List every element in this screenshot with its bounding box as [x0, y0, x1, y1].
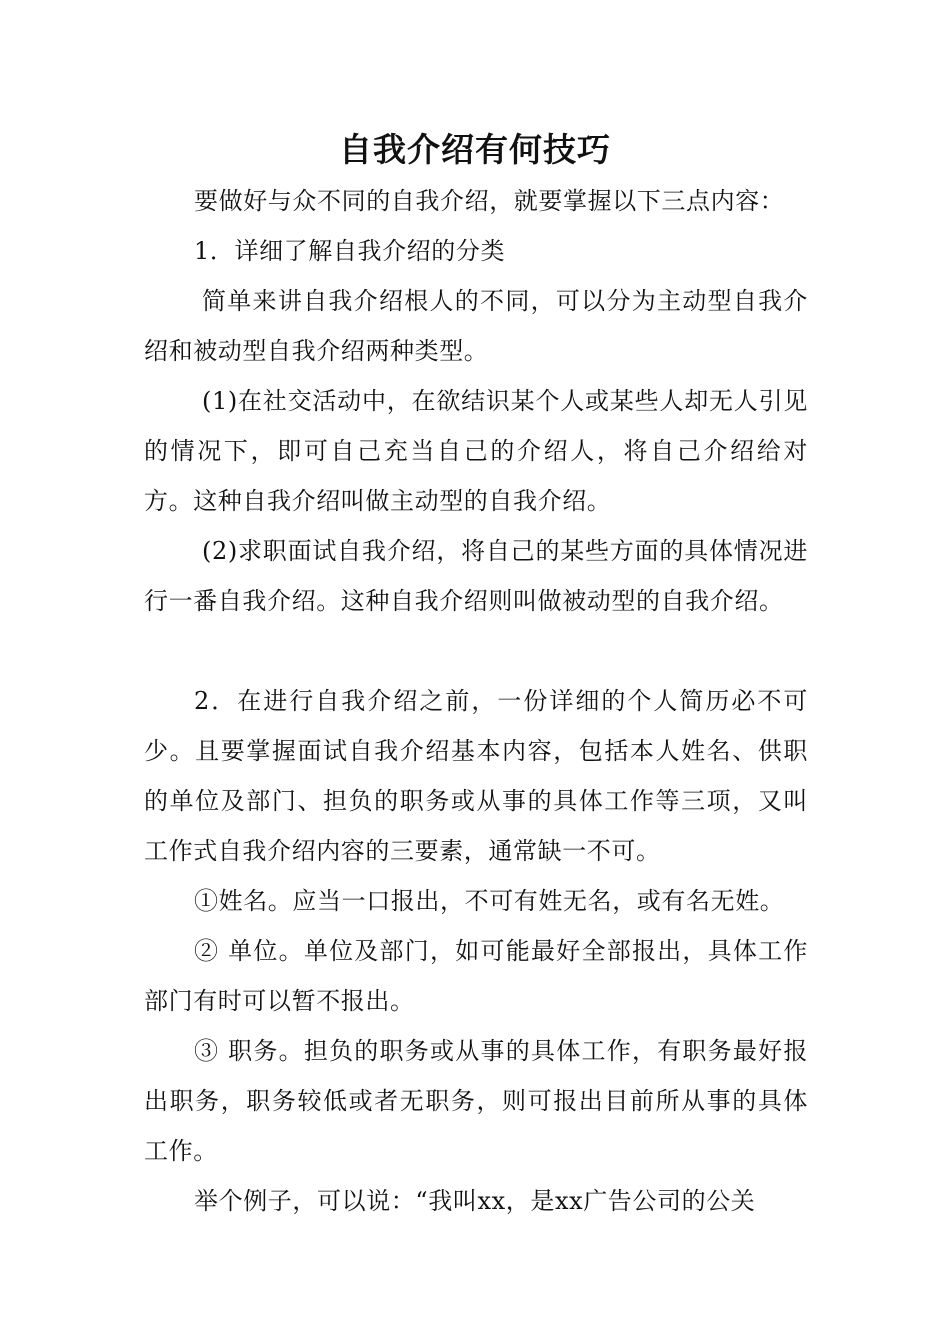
paragraph-position-item: ③ 职务。担负的职务或从事的具体工作，有职务最好报出职务，职务较低或者无职务，则可报出目前所从事的具体工作。: [144, 1037, 808, 1165]
paragraph-heading-1: 1．详细了解自我介绍的分类: [194, 237, 506, 265]
paragraph-passive-type: (2)求职面试自我介绍，将自己的某些方面的具体情况进行一番自我介绍。这种自我介绍则叫做被动型的自我介绍。: [144, 537, 808, 615]
paragraph-example: 举个例子，可以说：“我叫xx，是xx广告公司的公关: [194, 1187, 756, 1215]
paragraph-active-type: (1)在社交活动中，在欲结识某个人或某些人却无人引见的情况下，即可自己充当自己的介绍人，将自己介绍给对方。这种自我介绍叫做主动型的自我介绍。: [144, 387, 808, 515]
paragraph-types: 简单来讲自我介绍根人的不同，可以分为主动型自我介绍和被动型自我介绍两种类型。: [144, 287, 808, 365]
document-title: 自我介绍有何技巧: [339, 130, 611, 169]
paragraph-heading-2: 2．在进行自我介绍之前，一份详细的个人简历必不可少。且要掌握面试自我介绍基本内容，包括本人姓名、供职的单位及部门、担负的职务或从事的具体工作等三项，又叫工作式自我介绍内容的三要素，通常缺一不可。: [144, 687, 808, 865]
paragraph-name-item: ①姓名。应当一口报出，不可有姓无名，或有名无姓。: [194, 887, 785, 915]
paragraph-intro: 要做好与众不同的自我介绍，就要掌握以下三点内容：: [194, 187, 785, 215]
paragraph-unit-item: ② 单位。单位及部门，如可能最好全部报出，具体工作部门有时可以暂不报出。: [144, 937, 808, 1015]
